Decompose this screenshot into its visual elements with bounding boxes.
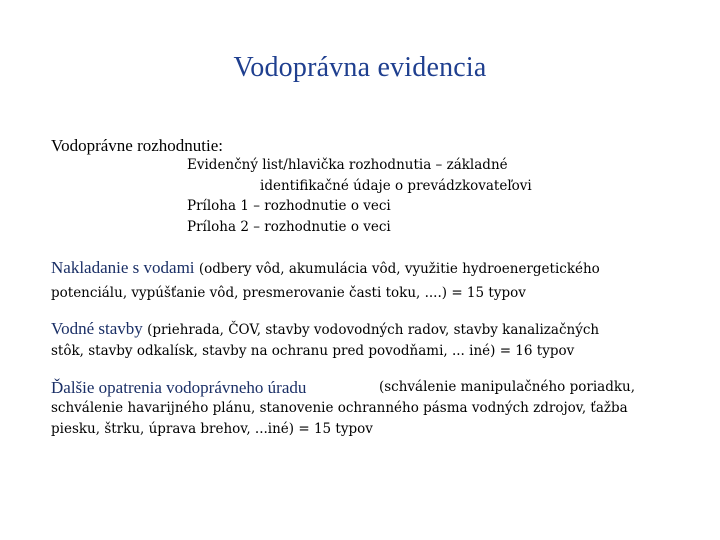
section-text-line: stôk, stavby odkalísk, stavby na ochranu pred povodňami, ... iné) = 16 typov <box>51 343 575 359</box>
section-text-line: schválenie havarijného plánu, stanovenie ochranného pásma vodných zdrojov, ťažba <box>51 400 628 416</box>
section-water-use <box>51 257 635 304</box>
page-title: Vodoprávna evidencia <box>233 52 487 83</box>
decision-item: Príloha 1 – rozhodnutie o veci <box>187 198 391 214</box>
section-text: (schválenie manipulačného poriadku, <box>378 379 635 395</box>
section-lead: Nakladanie s vodami <box>51 258 195 277</box>
decision-heading: Vodoprávne rozhodnutie: <box>51 136 224 155</box>
section-text: (priehrada, ČOV, stavby vodovodných radov, stavby kanalizačných <box>147 322 600 338</box>
section-other-measures <box>51 377 635 440</box>
section-lead: Ďalšie opatrenia vodoprávneho úradu <box>51 378 307 397</box>
decision-item: identifikačné údaje o prevádzkovateľovi <box>260 178 532 194</box>
decision-item: Príloha 2 – rozhodnutie o veci <box>187 219 391 235</box>
section-lead: Vodné stavby <box>51 319 143 338</box>
decision-item: Evidenčný list/hlavička rozhodnutia – základné <box>187 157 508 173</box>
section-text-line: potenciálu, vypúšťanie vôd, presmerovanie časti toku, ....) = 15 typov <box>51 285 526 301</box>
section-water-structures <box>51 318 635 362</box>
section-text: (odbery vôd, akumulácia vôd, využitie hydroenergetického <box>198 261 600 277</box>
section-text-line: piesku, štrku, úprava brehov, ...iné) = 15 typov <box>51 421 373 437</box>
